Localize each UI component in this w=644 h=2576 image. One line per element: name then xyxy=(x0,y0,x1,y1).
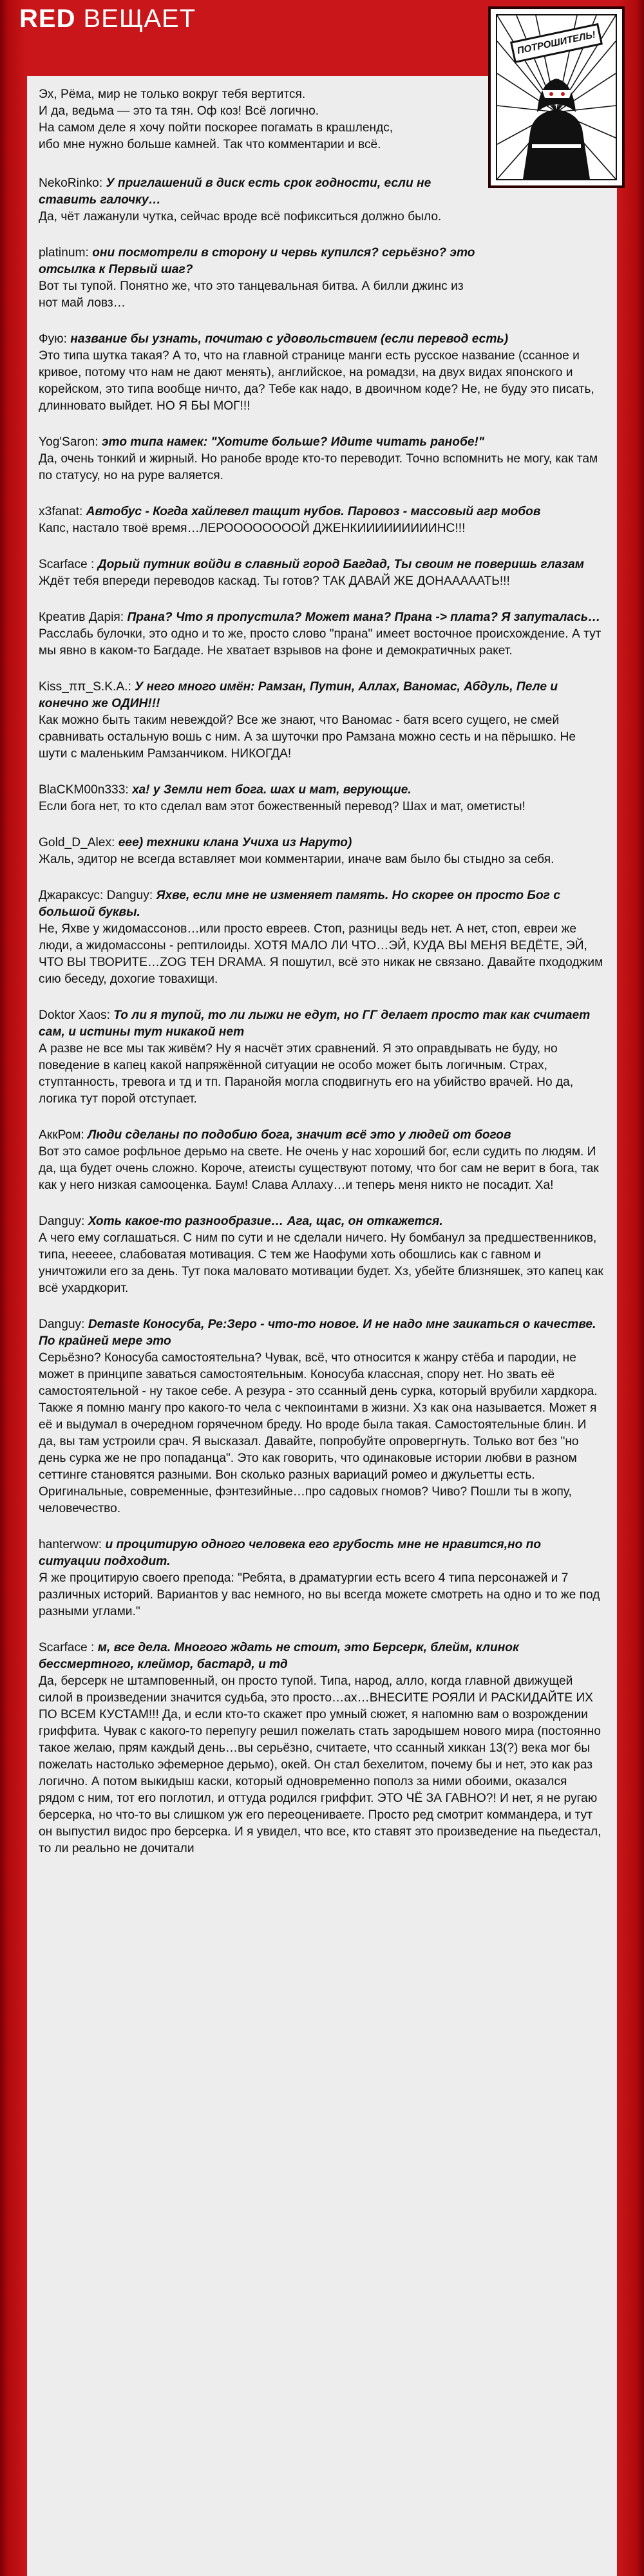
commenter-name: NekoRinko: xyxy=(39,176,103,190)
comment-text: То ли я тупой, то ли лыжи не едут, но ГГ делает просто так как считает сам, и истины тут никакой нет xyxy=(39,1009,591,1039)
intro-line: ибо мне нужно больше камней. Так что комментарии и всё. xyxy=(39,138,381,151)
comment-text: ха! у Земли нет бога. шах и мат, верующие. xyxy=(132,783,412,797)
reply-text: Капс, настало твоё время…ЛЕРООООООООЙ ДЖЕНКИИИИИИИИИНС!!! xyxy=(39,522,466,535)
reply-text: Жаль, эдитор не всегда вставляет мои комментарии, иначе вам было бы стыдно за себя. xyxy=(39,853,554,866)
intro xyxy=(39,86,477,153)
commenter-name: Yog'Saron: xyxy=(39,435,99,449)
comment-entry xyxy=(39,679,604,762)
reply-text: Вот ты тупой. Понятно же, что это танцевальная битва. А билли джинс из нот май ловз… xyxy=(39,279,464,310)
commenter-name: Gold_D_Alex: xyxy=(39,836,115,849)
reply-text: А разве не все мы так живём? Ну я насчёт этих сравнений. Я это оправдывать не буду, но поведение в капец какой напряжённой ситуации не особо может быть логичным. Страх, ступтанность, тревога и тд и тп. Паранойя могла сподвигнуть его на убийство врачей. Но да, логика тут порой отступает. xyxy=(39,1042,574,1106)
comment-entry xyxy=(39,887,604,988)
commenter-name: x3fanat: xyxy=(39,505,83,518)
comment-quote xyxy=(39,1640,604,1673)
intro-line: Эх, Рёма, мир не только вокруг тебя вертится. xyxy=(39,88,306,101)
intro-line: И да, ведьма — это та тян. Оф коз! Всё логично. xyxy=(39,104,319,118)
commenter-name: Scarface : xyxy=(39,1641,95,1654)
commenter-name: Doktor Xaos: xyxy=(39,1009,110,1022)
comment-quote xyxy=(39,887,604,921)
intro-line: На самом деле я хочу пойти поскорее погамать в крашлендс, xyxy=(39,121,393,135)
comment-entry xyxy=(39,835,604,868)
comment-text: м, все дела. Многого ждать не стоит, это Берсерк, блейм, клинок бессмертного, клеймор, бастард, и тд xyxy=(39,1641,519,1671)
comment-entry xyxy=(39,245,483,312)
comment-entry xyxy=(39,782,604,815)
comment-text: Автобус - Когда хайлевел тащит нубов. Паровоз - массовый агр мобов xyxy=(86,505,541,518)
commenter-name: Danguy: xyxy=(39,1318,85,1331)
reply-text: Расслабь булочки, это одно и то же, просто слово "прана" имеет восточное происхождение. А тут мы явно в каком-то Багдаде. Не хватает взрывов на фоне и демократичных ракет. xyxy=(39,627,601,658)
comment-text: Хоть какое-то разнообразие… Ага, щас, он откажется. xyxy=(88,1215,443,1228)
comment-entry xyxy=(39,609,604,659)
comment-entry xyxy=(39,1213,604,1297)
comment-quote xyxy=(39,1537,604,1570)
commenter-name: Креатив Дарія: xyxy=(39,611,124,624)
comment-entry xyxy=(39,1007,604,1108)
avatar xyxy=(488,6,625,188)
reply-text: Это типа шутка такая? А то, что на главной странице манги есть русское название (ссанное и кривое, потому что нам не дают менять), английское, на ромадзи, на двух видах японского и корейском, это типа вообще ничто, да? Тебе как надо, в двоичном коде? Не, не буду это писать, длинновато выйдет. НО Я БЫ МОГ!!! xyxy=(39,349,594,413)
comment-text: они посмотрели в сторону и червь купился? серьёзно? это отсылка к Первый шаг? xyxy=(39,246,475,276)
comment-text: еее) техники клана Учиха из Наруто) xyxy=(118,836,352,849)
title-red: RED xyxy=(19,5,76,33)
reply-text: Если бога нет, то кто сделал вам этот божественный перевод? Шах и мат, ометисты! xyxy=(39,800,526,813)
comment-entry xyxy=(39,1537,604,1620)
comment-quote xyxy=(39,679,604,712)
comment-quote xyxy=(39,1127,604,1144)
commenter-name: Scarface : xyxy=(39,558,95,571)
reply-text: Как можно быть таким невеждой? Все же знают, что Ваномас - батя всего сущего, не смей сравнивать остальную вошь с ним. А за шуточки про Рамзана можно сесть и на пёрышко. Не шути с маленьким Рамзанчиком. НИКОГДА! xyxy=(39,714,576,761)
commenter-name: Фую: xyxy=(39,332,67,346)
comment-quote xyxy=(39,245,483,278)
comment-entry xyxy=(39,556,604,590)
commenter-name: АккРом: xyxy=(39,1128,84,1142)
comment-entry xyxy=(39,175,483,225)
comment-quote xyxy=(39,1213,604,1230)
comment-text: название бы узнать, почитаю с удовольствием (если перевод есть) xyxy=(70,332,509,346)
comment-entry xyxy=(39,331,604,415)
comment-text: У приглашений в диск есть срок годности, если не ставить галочку… xyxy=(39,176,431,207)
avatar-sign: ПОТРОШИТЕЛЬ! xyxy=(510,23,603,63)
avatar-frame xyxy=(496,14,617,180)
comment-entry xyxy=(39,1316,604,1517)
comment-quote xyxy=(39,1007,604,1041)
reply-text: Вот это самое рофльное дерьмо на свете. Не очень у нас хороший бог, если судить по людям. И да, ща будет очень сложно. Короче, атеисты существуют потому, что бог сам не верит в бога, так как у него низкая самооценка. Баум! Слава Аллаху…и теперь меня никто не посадит. Ха! xyxy=(39,1145,599,1192)
commenter-name: platinum: xyxy=(39,246,89,260)
reply-text: Я же процитирую своего препода: "Ребята, в драматургии есть всего 4 типа персонажей и 7 различных историй. Вариантов у вас немного, но вы всегда можете смотреть на одно и то же под разными углами." xyxy=(39,1571,600,1618)
reply-text: А чего ему соглашаться. С ним по сути и не сделали ничего. Ну бомбанул за предшественников, типа, неееее, слабоватая мотивация. С тем же Наофуми хоть обошлись как с гавном и уничтожили его за день. Тут пока маловато мотивации будет. Хз, убейте близняшек, это капец как всё ухардкорит. xyxy=(39,1231,603,1295)
comment-text: Люди сделаны по подобию бога, значит всё это у людей от богов xyxy=(88,1128,511,1142)
comment-quote xyxy=(39,782,604,799)
comment-quote xyxy=(39,434,604,451)
comment-entry xyxy=(39,504,604,537)
comment-text: Дорый путник войди в славный город Багдад, Ты своим не поверишь глазам xyxy=(97,558,584,571)
commenter-name: BlaCKM00n333: xyxy=(39,783,129,797)
comment-quote xyxy=(39,556,604,573)
reply-text: Не, Яхве у жидомассонов…или просто евреев. Стоп, разницы ведь нет. А нет, стоп, евреи же люди, а жидомассоны - рептилоиды. ХОТЯ МАЛО ЛИ ЧТО…ЭЙ, КУДА ВЫ МЕНЯ ВЕДЁТЕ, ЭЙ, ЧТО ВЫ ТВОРИТЕ…ZOG ТЕН DRAMA. Я пошутил, всё это никак не связано. Давайте пхододжим сию беседу, дохогие товахищи. xyxy=(39,922,603,986)
comment-text: Demaste Коносуба, Ре:Зеро - что-то новое. И не надо мне заикаться о качестве. По крайней мере это xyxy=(39,1318,596,1348)
reply-text: Ждёт тебя впереди переводов каскад. Ты готов? ТАК ДАВАЙ ЖЕ ДОНАААААТЬ!!! xyxy=(39,574,510,588)
page-title xyxy=(19,3,196,35)
comment-quote xyxy=(39,331,604,348)
comments-panel xyxy=(27,76,617,2576)
reply-text: Да, берсерк не штамповенный, он просто тупой. Типа, народ, алло, когда главной движущей силой в произведении значится судьба, это просто…ах…ВНЕСИТЕ РОЯЛИ И РАСКИДАЙТЕ ИХ ПО ВСЕМ КУСТАМ!!! Да, и если кто-то скажет про умный сюжет, я напомню вам о возрождении гриффита. Чувак с какого-то перепугу решил пожелать стать зародышем нового мира (постоянно такое желаю, прям каждый день…вы серьёзно, считаете, что ссанный хиккан 13(?) века мог бы пожелать настолько эфемерное дерьмо), окей. Он стал бехелитом, почему бы и нет, это как раз логично. А потом выкидыш каски, который одновременно пополз за ними обоими, оказался рядом с ним, тот его поглотил, и оттуда родился гриффит. ЭТО ЧЁ ЗА ГАВНО?! И нет, я не ругаю берсерка, но что-то вы слишком уж его переоцениваете. Просто ред смотрит коммандера, и тут он выпустил видос про берсерка. И я увидел, что все, кто ставят это произведение на пьедестал, то ли реально не дочитали xyxy=(39,1674,601,1855)
comment-text: и процитирую одного человека его грубость мне не нравится,но по ситуации подходит. xyxy=(39,1538,542,1568)
comment-entry xyxy=(39,1127,604,1194)
commenter-name: Kiss_ππ_S.K.A.: xyxy=(39,680,131,694)
comment-text: У него много имён: Рамзан, Путин, Аллах, Ваномас, Абдуль, Пеле и конечно же ОДИН!!! xyxy=(39,680,558,710)
reply-text: Да, очень тонкий и жирный. Но ранобе вроде кто-то переводит. Точно вспомнить не могу, как там по статусу, но на руре валяется. xyxy=(39,452,598,482)
reply-text: Серьёзно? Коносуба самостоятельна? Чувак, всё, что относится к жанру стёба и пародии, не может в принципе заваться самостоятельным. Коносуба классная, спору нет. Но звать её самостоятельной - ну такое себе. А резура - это ссанный день сурка, который врубили хардкора. Также я помню мангу про какого-то чела с чекпоинтами в жизни. Хз как она называется. Может я её и выдумал в очередном горячечном бреду. Но вроде была такая. Самостоятельные блин. И да, вы там устроили срач. Я высказал. Давайте, попробуйте опровергнуть. Только вот без "но день сурка же не про попаданца". Это как говорить, что одинаковые истории любви в разном сеттинге становятся разными. Вон сколько разных вариаций ромео и джульетты есть. Оригинальные, современные, фэнтезийные…про садовых гномов? Чиво? Пошли ты в жопу, человечество. xyxy=(39,1351,598,1515)
comment-quote xyxy=(39,175,483,209)
comment-quote xyxy=(39,835,604,851)
comment-entry xyxy=(39,1640,604,1857)
commenter-name: Danguy: xyxy=(39,1215,85,1228)
comment-text: это типа намек: "Хотите больше? Идите читать ранобе!" xyxy=(101,435,484,449)
commenter-name: hanterwow: xyxy=(39,1538,102,1551)
comment-text: Яхве, если мне не изменяет память. Но скорее он просто Бог с большой буквы. xyxy=(39,889,560,919)
comment-entry xyxy=(39,434,604,484)
comment-quote xyxy=(39,1316,604,1350)
commenter-name: Джараксус: Danguy: xyxy=(39,889,153,902)
comment-quote xyxy=(39,609,604,626)
title-broadcasts: ВЕЩАЕТ xyxy=(83,5,196,33)
comment-text: Прана? Что я пропустила? Может мана? Прана -> плата? Я запуталась… xyxy=(127,611,601,624)
reply-text: Да, чёт лажанули чутка, сейчас вроде всё пофикситься должно было. xyxy=(39,210,442,223)
comment-quote xyxy=(39,504,604,520)
